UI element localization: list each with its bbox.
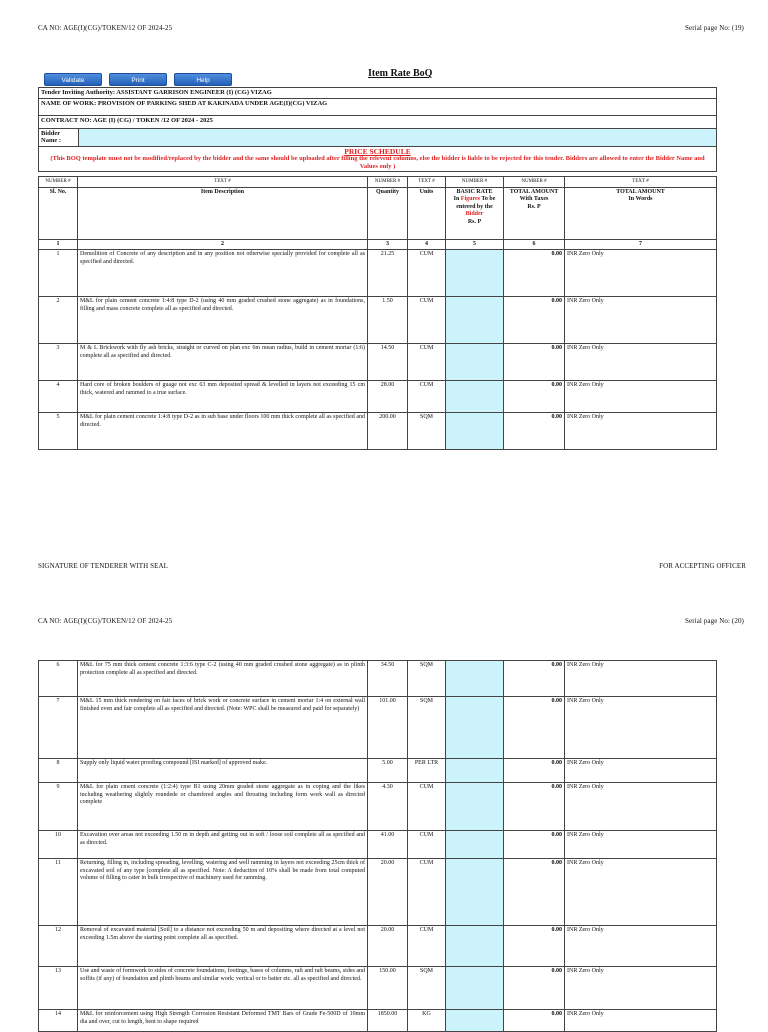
description-cell: M&L for plain cement concrete 1:4:8 type D-2 (using 40 mm graded crushed stone aggregate) as in foundations, filling and mass concrete complete all as specified and directed. [78,297,368,344]
basic-rate-input[interactable] [446,344,504,381]
rate-line-3: Rs. P [467,218,482,225]
rate-line-2 [448,196,501,219]
amount-in-words-cell: INR Zero Only [565,1010,717,1032]
sl-cell: 13 [39,967,78,1010]
col-number: 2 [78,239,368,250]
description-cell: M&L for reinforcement using High Strength Corrosion Resistant Deformed TMT Bars of Grade Fe-500D of 10mm dia and over, cut to length, bent to shape required [78,1010,368,1032]
amount-in-words-cell: INR Zero Only [565,381,717,413]
table-row [39,831,717,859]
sl-cell: 5 [39,413,78,450]
description-cell: M&L for 75 mm thick cement concrete 1:3:6 type C-2 (using 40 mm graded crushed stone aggregate) as in plinth protection complete all as specified and directed. [78,661,368,697]
unit-cell: CUM [408,250,446,297]
description-cell: Use and waste of formwork to sides of concrete foundations, footings, bases of columns, raft and raft beams, sides and soffits (if any) of foundation and plinth beams and similar work: vertical or to batter etc. all as specified and directed. [78,967,368,1010]
table-row [39,661,717,697]
col-number: 6 [504,239,565,250]
header-units: Units [408,187,446,239]
table-row [39,413,717,450]
unit-cell: CUM [408,831,446,859]
description-cell: M & L Brickwork with fly ash bricks, straight or curved on plan exc 6m mean radius, build in cement mortar (1:6) complete all as specified and directed. [78,344,368,381]
sl-cell: 3 [39,344,78,381]
amount-in-words-cell: INR Zero Only [565,926,717,967]
tender-info-table [38,87,717,172]
col-number: 4 [408,239,446,250]
total-amount-cell: 0.00 [504,759,565,783]
header-quantity: Quantity [368,187,408,239]
description-cell: Demolition of Concrete of any description and in any position not otherwise specially provided for complete all as specified and directed. [78,250,368,297]
bidder-name-input[interactable] [79,128,717,146]
basic-rate-input[interactable] [446,1010,504,1032]
amount-in-words-cell: INR Zero Only [565,344,717,381]
total-amount-cell: 0.00 [504,783,565,831]
rate-bidder: Bidder [465,211,484,217]
unit-cell: PER LTR [408,759,446,783]
amount-in-words-cell: INR Zero Only [565,783,717,831]
tender-authority: Tender Inviting Authority: ASSISTANT GARRISON ENGINEER (I) (CG) VIZAG [39,88,717,99]
total-amount-cell: 0.00 [504,859,565,926]
sl-cell: 1 [39,250,78,297]
sl-cell: 6 [39,661,78,697]
col-number: 1 [39,239,78,250]
quantity-cell: 1.50 [368,297,408,344]
total-amount-cell: 0.00 [504,967,565,1010]
ca-number: CA NO: AGE(I)(CG)/TOKEN/12 OF 2024-25 [38,24,173,32]
signature-tenderer: SIGNATURE OF TENDERER WITH SEAL [38,562,169,570]
boq-table [38,176,717,450]
table-row [39,250,717,297]
unit-cell: CUM [408,344,446,381]
quantity-cell: 41.00 [368,831,408,859]
basic-rate-input[interactable] [446,859,504,926]
validate-button[interactable]: Validate [44,73,102,86]
type-cell: TEXT # [408,177,446,188]
type-cell: NUMBER # [368,177,408,188]
description-cell: Excavation over areas not exceeding 1.50 m in depth and getting out in soft / loose soil complete all as specified and as directed. [78,831,368,859]
description-cell: Hard core of broken boulders of guage not exc 63 mm deposited spread & levelled in layers not exceeding 15 cm thick, watered and rammed to a true surface. [78,381,368,413]
total-line-2: Rs. P [527,203,541,210]
quantity-cell: 101.00 [368,697,408,759]
table-row [39,859,717,926]
description-cell: Removal of excavated material [Soil] to a distance not exceeding 50 m and depositing where directed at a level not exceeding 1.5m above the starting point complete all as specified. [78,926,368,967]
basic-rate-input[interactable] [446,250,504,297]
table-row [39,967,717,1010]
table-row [39,1010,717,1032]
total-amount-cell: 0.00 [504,297,565,344]
sl-cell: 9 [39,783,78,831]
basic-rate-input[interactable] [446,661,504,697]
description-cell: M&L for plain cement concrete 1:4:8 type D-2 as in sub base under floors 100 mm thick complete all as specified and directed. [78,413,368,450]
basic-rate-input[interactable] [446,381,504,413]
header-item-description: Item Description [78,187,368,239]
rate-line-1: BASIC RATE [456,188,493,195]
basic-rate-input[interactable] [446,297,504,344]
amount-in-words-cell: INR Zero Only [565,967,717,1010]
amount-in-words-cell: INR Zero Only [565,413,717,450]
quantity-cell: 20.00 [368,859,408,926]
total-amount-cell: 0.00 [504,661,565,697]
page-title: Item Rate BoQ [368,68,433,79]
total-amount-cell: 0.00 [504,250,565,297]
quantity-cell: 34.50 [368,661,408,697]
unit-cell: CUM [408,381,446,413]
price-schedule-heading: PRICE SCHEDULE [344,146,411,156]
basic-rate-input[interactable] [446,697,504,759]
total-amount-cell: 0.00 [504,381,565,413]
ca-number: CA NO: AGE(I)(CG)/TOKEN/12 OF 2024-25 [38,617,173,625]
basic-rate-input[interactable] [446,783,504,831]
words-line-2: In Words [628,196,653,202]
quantity-cell: 1850.00 [368,1010,408,1032]
rate-entered-by: To be entered by the [456,196,496,210]
sl-cell: 7 [39,697,78,759]
table-row [39,381,717,413]
accepting-officer: FOR ACCEPTING OFFICER [659,562,746,570]
words-line-1: TOTAL AMOUNT [616,188,665,195]
header-basic-rate [446,187,504,239]
description-cell: M&L 15 mm thick rendering on fair faces of brick work or concrete surface in cement mortar 1:4 on external wall finished even and fair complete all as specified and directed. (Note: WPC shall be measured and paid for separately) [78,697,368,759]
total-amount-cell: 0.00 [504,344,565,381]
type-cell: TEXT # [78,177,368,188]
table-row [39,344,717,381]
header-sl-no: Sl. No. [39,187,78,239]
contract-number: CONTRACT NO: AGE (I) (CG) / TOKEN /12 OF 2024 - 2025 [39,115,717,128]
col-number: 7 [565,239,717,250]
quantity-cell: 150.00 [368,967,408,1010]
help-button[interactable]: Help [174,73,232,86]
quantity-cell: 21.25 [368,250,408,297]
serial-page-number: Serial page No: (20) [685,617,744,625]
bidder-name-label: Bidder Name : [39,128,79,146]
amount-in-words-cell: INR Zero Only [565,661,717,697]
total-line-1: TOTAL AMOUNT With Taxes [509,188,559,202]
serial-page-number: Serial page No: (19) [685,24,744,32]
description-cell: Returning, filling in, including spreading, levelling, watering and well ramming in layers not exceeding 25cm thick of excavated soil of any type [complete all as specified. Note: A deduction of 10% shall be made from total computed volume of filling to cater in bulk irrespective of machinery used for ramming. [78,859,368,926]
sl-cell: 8 [39,759,78,783]
sl-cell: 10 [39,831,78,859]
type-cell: NUMBER # [446,177,504,188]
quantity-cell: 5.00 [368,759,408,783]
unit-cell: SQM [408,413,446,450]
total-amount-cell: 0.00 [504,413,565,450]
unit-cell: SQM [408,967,446,1010]
description-cell: M&L for plain cment concrete (1:2:4) type B1 using 20mm graded stone aggregate as in coping and the likes including weathering slightly roundede or chamfered angles and throating including form work wall as directed complete [78,783,368,831]
amount-in-words-cell: INR Zero Only [565,250,717,297]
total-amount-cell: 0.00 [504,831,565,859]
unit-cell: CUM [408,297,446,344]
description-cell: Supply only liquid water proofing compound [ISI marked] of approved make. [78,759,368,783]
sl-cell: 2 [39,297,78,344]
basic-rate-input[interactable] [446,926,504,967]
basic-rate-input[interactable] [446,967,504,1010]
amount-in-words-cell: INR Zero Only [565,759,717,783]
header-total-amount [504,187,565,239]
unit-cell: CUM [408,783,446,831]
table-row [39,697,717,759]
total-amount-cell: 0.00 [504,697,565,759]
quantity-cell: 4.30 [368,783,408,831]
header-total-words [565,187,717,239]
unit-cell: CUM [408,926,446,967]
sl-cell: 12 [39,926,78,967]
table-row [39,783,717,831]
quantity-cell: 200.00 [368,413,408,450]
quantity-cell: 20.00 [368,926,408,967]
unit-cell: SQM [408,697,446,759]
price-schedule-warning: (This BOQ template must not be modified/replaced by the bidder and the same should be uploaded after filling the relevent columns, else the bidder is liable to be rejected for this tender. Bidders are allowed to enter the Bidder Name and Values only ) [50,155,705,170]
unit-cell: SQM [408,661,446,697]
total-amount-cell: 0.00 [504,1010,565,1032]
unit-cell: KG [408,1010,446,1032]
type-cell: NUMBER # [504,177,565,188]
amount-in-words-cell: INR Zero Only [565,697,717,759]
quantity-cell: 14.50 [368,344,408,381]
col-number: 5 [446,239,504,250]
sl-cell: 11 [39,859,78,926]
amount-in-words-cell: INR Zero Only [565,831,717,859]
quantity-cell: 28.00 [368,381,408,413]
col-number: 3 [368,239,408,250]
table-row [39,297,717,344]
amount-in-words-cell: INR Zero Only [565,297,717,344]
total-amount-cell: 0.00 [504,926,565,967]
basic-rate-input[interactable] [446,413,504,450]
table-row [39,926,717,967]
print-button[interactable]: Print [109,73,167,86]
unit-cell: CUM [408,859,446,926]
type-cell: NUMBER # [39,177,78,188]
name-of-work: NAME OF WORK: PROVISION OF PARKING SHED AT KAKINADA UNDER AGE(I)(CG) VIZAG [39,98,717,115]
table-row [39,759,717,783]
type-cell: TEXT # [565,177,717,188]
sl-cell: 4 [39,381,78,413]
basic-rate-input[interactable] [446,759,504,783]
rate-figures: Figures [460,196,481,202]
boq-table-continued [38,660,717,1032]
amount-in-words-cell: INR Zero Only [565,859,717,926]
basic-rate-input[interactable] [446,831,504,859]
sl-cell: 14 [39,1010,78,1032]
rate-in: In [453,196,461,202]
